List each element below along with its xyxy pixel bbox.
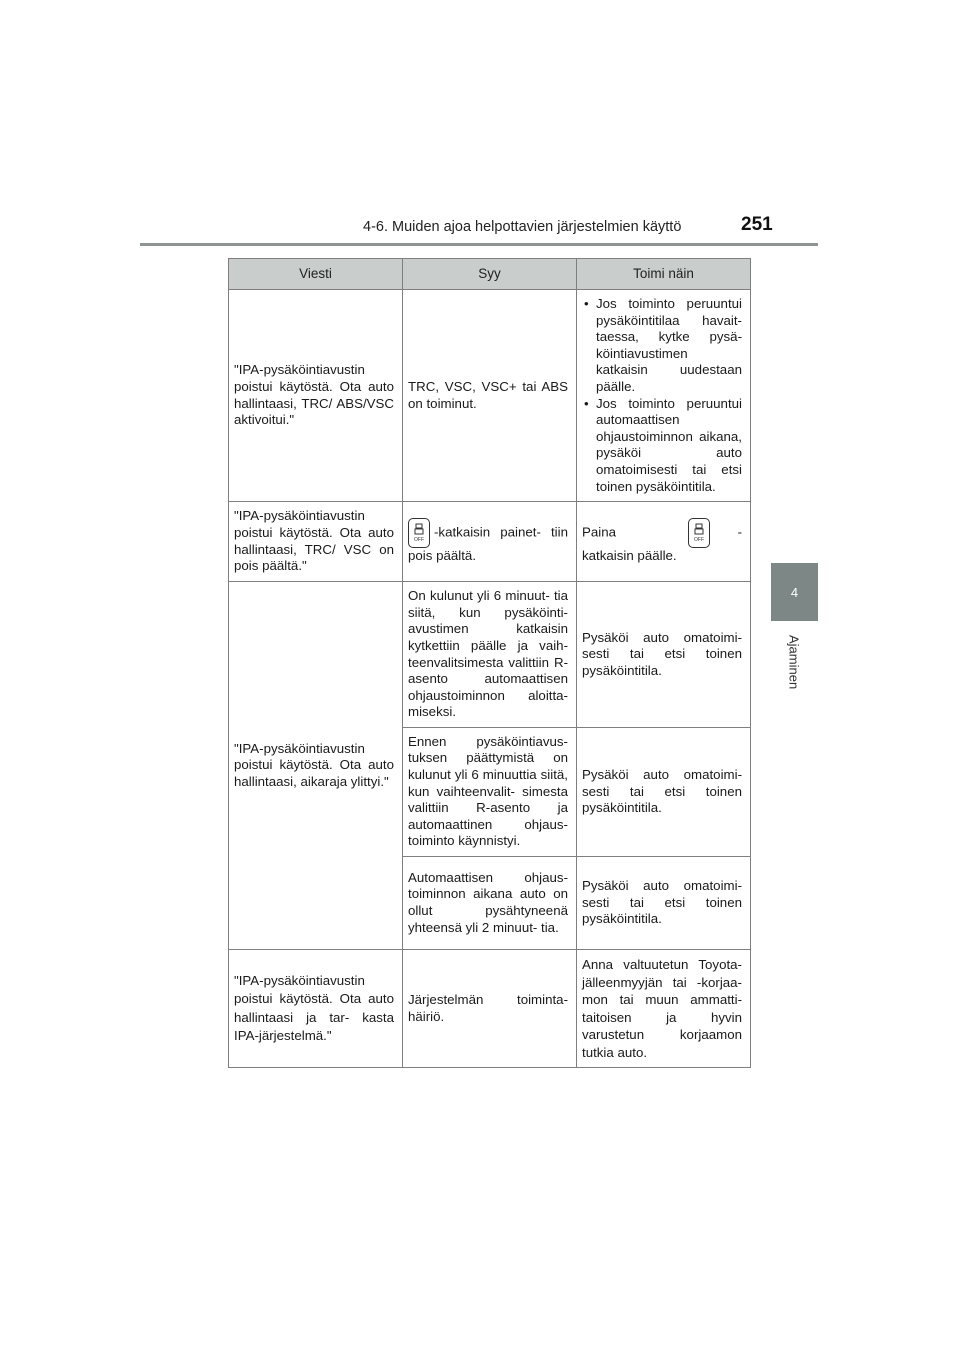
table-row <box>229 582 751 728</box>
chapter-tab-number: 4 <box>790 584 799 600</box>
chapter-tab <box>771 563 818 621</box>
ipa-off-switch-icon <box>688 518 710 548</box>
cause-cell <box>403 502 577 582</box>
column-header-message: Viesti <box>229 259 403 290</box>
action-cell <box>577 290 751 502</box>
action-cell: Anna valtuutetun Toyota- jälleenmyyjän tai -korjaa- mon tai muun ammatti- taitoisen ja hyvin varustetun korjaamon tutkia auto. <box>577 950 751 1068</box>
message-cell: "IPA-pysäköintiavustin poistui käytöstä. Ota auto hallintaasi, TRC/ ABS/VSC aktivoitui." <box>229 290 403 502</box>
list-item: • Jos toiminto peruuntui automaattisen ohjaustoiminnon aikana, pysäköi auto omatoimisesti tai etsi toinen pysäköintitila. <box>582 396 742 496</box>
column-header-cause: Syy <box>403 259 577 290</box>
cause-text: -katkaisin painet- tiin pois päältä. <box>408 524 568 564</box>
table-row <box>229 290 751 502</box>
table-row <box>229 950 751 1068</box>
cause-cell: TRC, VSC, VSC+ tai ABS on toiminut. <box>403 290 577 502</box>
action-cell: Pysäköi auto omatoimi- sesti tai etsi toinen pysäköintitila. <box>577 727 751 856</box>
cause-cell: Ennen pysäköintiavus- tuksen päättymistä on kulunut yli 6 minuuttia siitä, kun vaihteenvalit- simesta valittiin R-asento ja automaattinen ohjaus- toiminto käynnistyi. <box>403 727 577 856</box>
header-divider <box>140 243 818 246</box>
list-item: • Jos toiminto peruuntui pysäköintitilaa havait- taessa, kytke pysä- köintiavustimen katkaisin uudestaan päälle. <box>582 296 742 396</box>
action-cell: Pysäköi auto omatoimi- sesti tai etsi toinen pysäköintitila. <box>577 857 751 950</box>
chapter-title: 4-6. Muiden ajoa helpottavien järjestelmien käyttö <box>363 219 682 235</box>
table-row <box>229 502 751 582</box>
svg-text:OFF: OFF <box>414 537 424 544</box>
table-header-row <box>229 259 751 290</box>
action-cell: Pysäköi auto omatoimi- sesti tai etsi toinen pysäköintitila. <box>577 582 751 728</box>
message-table <box>228 258 751 1068</box>
message-cell: "IPA-pysäköintiavustin poistui käytöstä. Ota auto hallintaasi ja tar- kasta IPA-järjestelmä." <box>229 950 403 1068</box>
message-cell: "IPA-pysäköintiavustin poistui käytöstä. Ota auto hallintaasi, TRC/ VSC on pois päältä." <box>229 502 403 582</box>
message-cell: "IPA-pysäköintiavustin poistui käytöstä. Ota auto hallintaasi, aikaraja ylittyi." <box>229 582 403 950</box>
cause-cell: Järjestelmän toiminta- häiriö. <box>403 950 577 1068</box>
page-number: 251 <box>741 214 773 235</box>
action-suffix: -katkaisin päälle. <box>582 524 742 564</box>
chapter-tab-label: Ajaminen <box>786 634 802 690</box>
ipa-off-switch-icon <box>408 518 430 548</box>
action-cell <box>577 502 751 582</box>
action-list <box>582 296 742 495</box>
cause-cell: Automaattisen ohjaus- toiminnon aikana auto on ollut pysähtyneenä yhteensä yli 2 minuut- tia. <box>403 857 577 950</box>
column-header-action: Toimi näin <box>577 259 751 290</box>
cause-cell: On kulunut yli 6 minuut- tia siitä, kun pysäköinti- avustimen katkaisin kytkettiin päälle ja vaih- teenvalitsimesta valittiin R-asento automaattisen ohjaustoiminnon aloitta- miseksi. <box>403 582 577 728</box>
action-prefix: Paina <box>582 524 617 540</box>
svg-text:OFF: OFF <box>693 537 704 544</box>
